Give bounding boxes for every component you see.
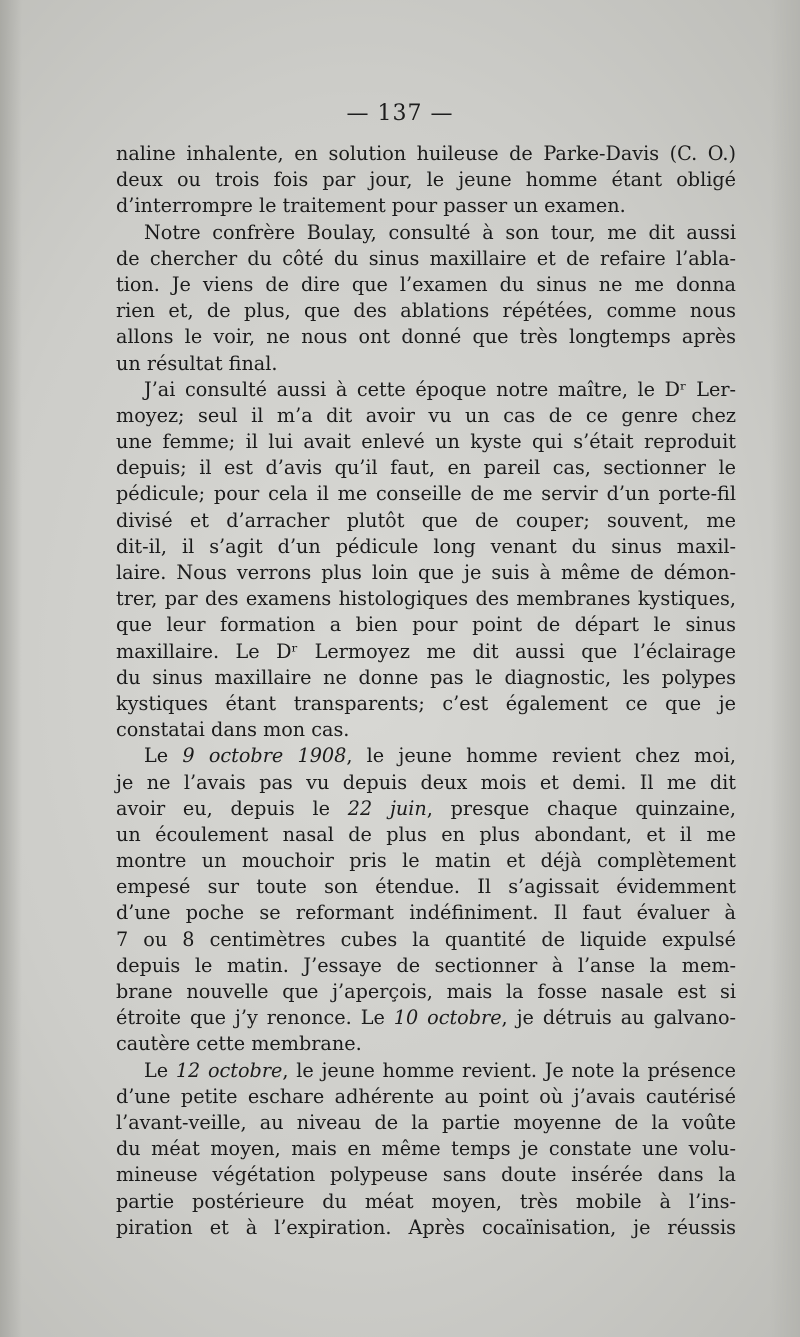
- text-line: [116, 193, 736, 219]
- text-segment: tion. Je viens de dire que l’examen du sinus ne me donna: [116, 272, 736, 296]
- text-line: [116, 167, 736, 193]
- text-line: [116, 534, 736, 560]
- text-segment: , le jeune homme revient chez moi,: [346, 744, 736, 768]
- text-segment: de chercher du côté du sinus maxillaire et de refaire l’abla-: [116, 246, 736, 270]
- text-segment: moyez; seul il m’a dit avoir vu un cas de ce genre chez: [116, 403, 736, 427]
- text-segment: d’interrompre le traitement pour passer un examen.: [116, 194, 626, 218]
- text-segment: kystiques étant transparents; c’est également ce que je: [116, 691, 736, 715]
- text-line: [116, 1058, 736, 1084]
- text-line: [116, 220, 736, 246]
- text-segment: , presque chaque quinzaine,: [426, 796, 736, 820]
- text-segment: constatai dans mon cas.: [116, 718, 350, 742]
- text-line: [116, 639, 736, 665]
- text-segment: Le: [144, 1058, 176, 1082]
- text-segment: une femme; il lui avait enlevé un kyste qui s’était reproduit: [116, 430, 736, 454]
- text-segment: je ne l’avais pas vu depuis deux mois et demi. Il me dit: [116, 770, 736, 794]
- text-line: [116, 508, 736, 534]
- italic-date: 10 octobre: [393, 1006, 502, 1030]
- text-line: [116, 927, 736, 953]
- italic-date: 12 octobre: [175, 1058, 283, 1082]
- text-line: [116, 1005, 736, 1031]
- text-line: [116, 743, 736, 769]
- text-segment: , le jeune homme revient. Je note la présence: [282, 1058, 736, 1082]
- text-line: [116, 1110, 736, 1136]
- text-segment: laire. Nous verrons plus loin que je suis à même de démon-: [116, 561, 736, 584]
- text-segment: d’une petite eschare adhérente au point où j’avais cautérisé: [116, 1084, 736, 1108]
- text-segment: pédicule; pour cela il me conseille de me servir d’un porte-fil: [116, 482, 736, 506]
- text-segment: d’une poche se reformant indéfiniment. Il faut évaluer à: [116, 901, 736, 925]
- text-segment: du sinus maxillaire ne donne pas le diagnostic, les polypes: [116, 665, 736, 689]
- text-segment: dit-il, il s’agit d’un pédicule long venant du sinus maxil-: [116, 534, 736, 558]
- text-segment: 7 ou 8 centimètres cubes la quantité de liquide expulsé: [116, 927, 736, 951]
- text-segment: divisé et d’arracher plutôt que de couper; souvent, me: [116, 508, 736, 532]
- text-line: [116, 1084, 736, 1110]
- text-segment: du méat moyen, mais en même temps je constate une volu-: [116, 1137, 736, 1161]
- text-line: [116, 770, 736, 796]
- text-segment: un résultat final.: [116, 351, 278, 375]
- text-segment: montre un mouchoir pris le matin et déjà complètement: [116, 849, 736, 873]
- text-segment: avoir eu, depuis le: [116, 796, 348, 820]
- text-segment: que leur formation a bien pour point de départ le sinus: [116, 613, 736, 637]
- body-text: [116, 141, 736, 1241]
- text-segment: étroite que j’y renonce. Le: [116, 1006, 394, 1030]
- text-line: [116, 796, 736, 822]
- text-line: [116, 900, 736, 926]
- text-line: [116, 665, 736, 691]
- text-segment: naline inhalente, en solution huileuse de Parke-Davis (C. O.): [116, 142, 736, 165]
- text-segment: l’avant-veille, au niveau de la partie moyenne de la voûte: [116, 1110, 736, 1134]
- text-segment: depuis le matin. J’essaye de sectionner à l’anse la mem-: [116, 953, 736, 977]
- text-line: [116, 351, 736, 377]
- text-segment: empesé sur toute son étendue. Il s’agissait évidemment: [116, 875, 736, 899]
- text-segment: depuis; il est d’avis qu’il faut, en pareil cas, sectionner le: [116, 456, 736, 480]
- text-line: [116, 953, 736, 979]
- text-segment: Le: [144, 744, 183, 768]
- text-line: [116, 848, 736, 874]
- text-line: [116, 1162, 736, 1188]
- text-segment: rien et, de plus, que des ablations répétées, comme nous: [116, 299, 736, 323]
- text-segment: J’ai consulté aussi à cette époque notre maître, le Dʳ Ler-: [144, 377, 736, 401]
- text-line: [116, 272, 736, 298]
- text-line: [116, 612, 736, 638]
- text-segment: , je détruis au galvano-: [501, 1006, 736, 1030]
- text-segment: cautère cette membrane.: [116, 1032, 362, 1056]
- text-segment: un écoulement nasal de plus en plus abondant, et il me: [116, 822, 736, 846]
- text-line: [116, 377, 736, 403]
- page-right-shadow: [770, 0, 800, 1337]
- text-line: [116, 298, 736, 324]
- text-line: [116, 822, 736, 848]
- text-segment: trer, par des examens histologiques des membranes kystiques,: [116, 587, 736, 611]
- text-segment: piration et à l’expiration. Après cocaïnisation, je réussis: [116, 1215, 736, 1239]
- text-line: [116, 455, 736, 481]
- italic-date: 22 juin: [347, 796, 427, 820]
- page-left-shadow: [0, 0, 22, 1337]
- text-line: [116, 560, 736, 586]
- text-line: [116, 874, 736, 900]
- text-line: [116, 403, 736, 429]
- text-segment: Notre confrère Boulay, consulté à son tour, me dit aussi: [144, 220, 736, 244]
- italic-date: 9 octobre 1908: [182, 744, 347, 768]
- text-line: [116, 979, 736, 1005]
- text-line: [116, 429, 736, 455]
- text-line: [116, 141, 736, 167]
- text-segment: mineuse végétation polypeuse sans doute insérée dans la: [116, 1163, 736, 1187]
- text-line: [116, 246, 736, 272]
- text-line: [116, 481, 736, 507]
- page-number: — 137 —: [346, 101, 454, 126]
- text-line: [116, 1215, 736, 1241]
- text-line: [116, 324, 736, 350]
- text-segment: partie postérieure du méat moyen, très mobile à l’ins-: [116, 1189, 736, 1213]
- text-line: [116, 586, 736, 612]
- text-line: [116, 1136, 736, 1162]
- text-segment: maxillaire. Le Dʳ Lermoyez me dit aussi que l’éclairage: [116, 639, 736, 663]
- text-line: [116, 1031, 736, 1057]
- text-segment: brane nouvelle que j’aperçois, mais la fosse nasale est si: [116, 980, 736, 1003]
- text-line: [116, 717, 736, 743]
- text-segment: deux ou trois fois par jour, le jeune homme étant obligé: [116, 168, 736, 192]
- text-line: [116, 691, 736, 717]
- text-segment: allons le voir, ne nous ont donné que très longtemps après: [116, 325, 736, 349]
- text-line: [116, 1189, 736, 1215]
